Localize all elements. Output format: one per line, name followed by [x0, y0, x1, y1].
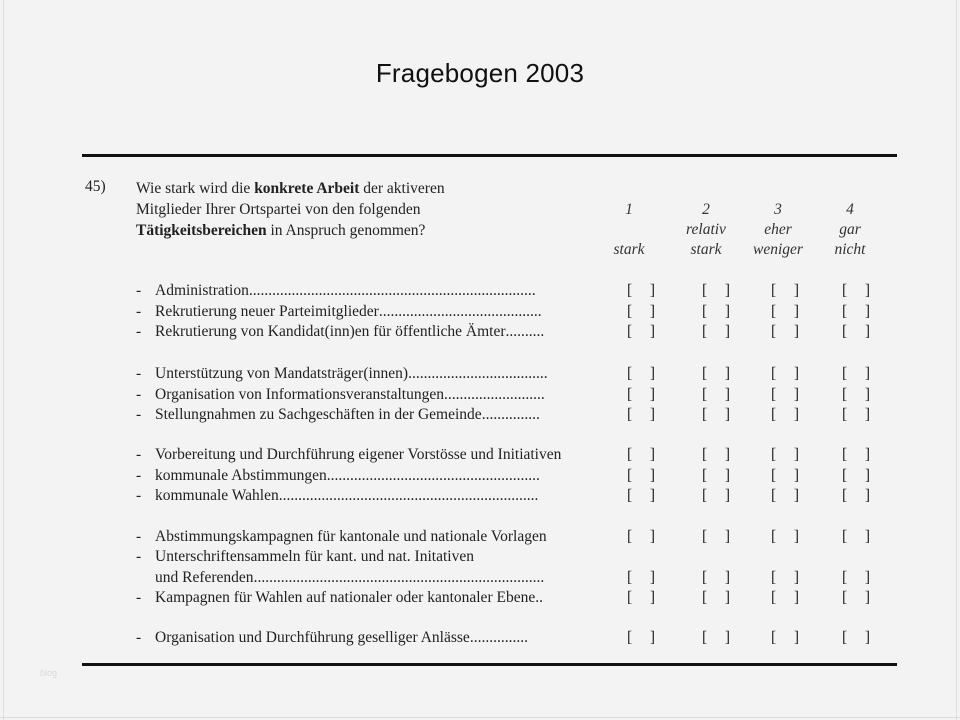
checkbox-option-1[interactable]	[627, 322, 655, 342]
bullet-dash: -	[136, 548, 142, 565]
page-frame-left	[3, 0, 4, 720]
checkbox-option-1[interactable]	[627, 486, 655, 506]
bracket-open: [	[702, 467, 708, 484]
bracket-close: ]	[864, 446, 870, 463]
bullet-dash: -	[136, 386, 142, 403]
bracket-open: [	[771, 467, 777, 484]
checkbox-option-3[interactable]	[771, 322, 799, 342]
bracket-open: [	[771, 282, 777, 299]
item-dots: ..........................................	[378, 303, 542, 320]
checkbox-option-1[interactable]	[627, 628, 655, 648]
bracket-close: ]	[793, 323, 799, 340]
bracket-close: ]	[724, 406, 730, 423]
bracket-open: [	[627, 487, 633, 504]
checkbox-option-2[interactable]	[702, 405, 730, 425]
bracket-open: [	[702, 589, 708, 606]
bracket-open: [	[627, 446, 633, 463]
bullet-dash: -	[136, 467, 142, 484]
item-label: Rekrutierung neuer Parteimitglieder	[155, 303, 379, 320]
page-frame-bottom	[0, 717, 960, 718]
checkbox-option-4[interactable]	[842, 588, 870, 608]
question-line2: Mitglieder Ihrer Ortspartei von den folgenden	[136, 201, 421, 218]
bracket-close: ]	[649, 528, 655, 545]
bracket-open: [	[627, 569, 633, 586]
checkbox-option-3[interactable]	[771, 385, 799, 405]
bracket-close: ]	[793, 365, 799, 382]
bracket-close: ]	[649, 569, 655, 586]
bracket-close: ]	[793, 303, 799, 320]
bullet-dash: -	[136, 323, 142, 340]
bracket-open: [	[627, 365, 633, 382]
bracket-open: [	[842, 406, 848, 423]
item-label: Stellungnahmen zu Sachgeschäften in der Gemeinde	[155, 406, 482, 423]
list-item	[136, 547, 474, 567]
bracket-close: ]	[724, 365, 730, 382]
bracket-open: [	[702, 487, 708, 504]
bracket-close: ]	[864, 528, 870, 545]
bracket-close: ]	[724, 303, 730, 320]
bracket-close: ]	[864, 629, 870, 646]
item-dots: ..........	[505, 323, 545, 340]
bracket-close: ]	[724, 487, 730, 504]
bracket-close: ]	[864, 365, 870, 382]
checkbox-option-1[interactable]	[627, 466, 655, 486]
list-item	[136, 281, 536, 301]
list-item	[136, 302, 542, 322]
list-item-continuation	[155, 568, 544, 588]
bracket-open: [	[627, 629, 633, 646]
bracket-open: [	[842, 487, 848, 504]
scale-header-4: 4 gar nicht	[834, 201, 866, 258]
bracket-open: [	[702, 282, 708, 299]
scale-header-2: 2 relativ stark	[686, 201, 726, 258]
bracket-open: [	[702, 629, 708, 646]
checkbox-option-2[interactable]	[702, 466, 730, 486]
checkbox-option-3[interactable]	[771, 364, 799, 384]
bracket-open: [	[627, 589, 633, 606]
checkbox-option-4[interactable]	[842, 322, 870, 342]
bracket-open: [	[771, 406, 777, 423]
scale-header-3: 3 eher weniger	[753, 201, 803, 258]
checkbox-option-4[interactable]	[842, 281, 870, 301]
bracket-close: ]	[793, 629, 799, 646]
checkbox-option-1[interactable]	[627, 281, 655, 301]
bracket-close: ]	[864, 467, 870, 484]
bracket-open: [	[627, 467, 633, 484]
checkbox-option-2[interactable]	[702, 281, 730, 301]
question-number: 45)	[85, 178, 106, 195]
bracket-open: [	[842, 569, 848, 586]
bracket-close: ]	[649, 589, 655, 606]
bracket-close: ]	[793, 528, 799, 545]
bracket-open: [	[627, 386, 633, 403]
item-dots: ..........................................................................	[248, 282, 536, 299]
bracket-close: ]	[649, 323, 655, 340]
bracket-open: [	[627, 406, 633, 423]
checkbox-option-3[interactable]	[771, 405, 799, 425]
bracket-close: ]	[864, 589, 870, 606]
bullet-dash: -	[136, 406, 142, 423]
bracket-open: [	[702, 446, 708, 463]
checkbox-option-2[interactable]	[702, 364, 730, 384]
bracket-close: ]	[649, 446, 655, 463]
bracket-close: ]	[724, 528, 730, 545]
checkbox-option-2[interactable]	[702, 568, 730, 588]
bracket-close: ]	[793, 406, 799, 423]
item-dots: .......................................................	[326, 467, 540, 484]
bracket-close: ]	[724, 629, 730, 646]
checkbox-option-2[interactable]	[702, 628, 730, 648]
checkbox-option-4[interactable]	[842, 405, 870, 425]
bracket-open: [	[771, 303, 777, 320]
bracket-close: ]	[864, 487, 870, 504]
bracket-open: [	[702, 386, 708, 403]
checkbox-option-4[interactable]	[842, 628, 870, 648]
item-label: Rekrutierung von Kandidat(inn)en für öffentliche Ämter	[155, 323, 506, 340]
checkbox-option-3[interactable]	[771, 628, 799, 648]
question-line1-post: der aktiveren	[359, 180, 445, 197]
bracket-open: [	[842, 629, 848, 646]
bracket-open: [	[842, 323, 848, 340]
checkbox-option-2[interactable]	[702, 322, 730, 342]
bracket-open: [	[771, 323, 777, 340]
bracket-close: ]	[724, 282, 730, 299]
list-item	[136, 322, 544, 342]
question-line1-bold: konkrete Arbeit	[254, 180, 360, 197]
bracket-close: ]	[724, 467, 730, 484]
bracket-open: [	[702, 569, 708, 586]
bracket-close: ]	[793, 487, 799, 504]
page-title: Fragebogen 2003	[375, 58, 585, 88]
list-item	[136, 527, 547, 547]
item-label: Unterstützung von Mandatsträger(innen)	[155, 365, 409, 382]
bracket-open: [	[771, 629, 777, 646]
checkbox-option-1[interactable]	[627, 588, 655, 608]
list-item	[136, 466, 540, 486]
list-item	[136, 405, 540, 425]
item-label: Kampagnen für Wahlen auf nationaler oder kantonaler Ebene	[155, 589, 536, 606]
item-label: kommunale Wahlen	[155, 487, 279, 504]
bracket-close: ]	[864, 323, 870, 340]
bracket-close: ]	[649, 629, 655, 646]
bracket-close: ]	[724, 569, 730, 586]
bracket-close: ]	[793, 282, 799, 299]
checkbox-option-3[interactable]	[771, 527, 799, 547]
top-divider	[82, 154, 897, 157]
bracket-open: [	[702, 323, 708, 340]
checkbox-option-1[interactable]	[627, 568, 655, 588]
item-dots: ..	[535, 589, 543, 606]
bracket-open: [	[771, 487, 777, 504]
checkbox-option-3[interactable]	[771, 588, 799, 608]
question-line1-pre: Wie stark wird die	[136, 180, 255, 197]
checkbox-option-4[interactable]	[842, 364, 870, 384]
bullet-dash: -	[136, 365, 142, 382]
item-label: kommunale Abstimmungen	[155, 467, 327, 484]
bracket-close: ]	[864, 282, 870, 299]
checkbox-option-3[interactable]	[771, 486, 799, 506]
bullet-dash: -	[136, 528, 142, 545]
checkbox-option-2[interactable]	[702, 385, 730, 405]
checkbox-option-2[interactable]	[702, 445, 730, 465]
item-dots: ...................................................................	[278, 487, 539, 504]
bracket-close: ]	[793, 446, 799, 463]
list-item	[136, 628, 528, 648]
bracket-open: [	[702, 303, 708, 320]
item-dots: ....................................	[408, 365, 548, 382]
bracket-open: [	[771, 446, 777, 463]
checkbox-option-2[interactable]	[702, 527, 730, 547]
bracket-open: [	[627, 323, 633, 340]
list-item	[136, 364, 548, 384]
bracket-open: [	[771, 365, 777, 382]
page-frame-right	[956, 0, 957, 720]
checkbox-option-4[interactable]	[842, 466, 870, 486]
checkbox-option-1[interactable]	[627, 405, 655, 425]
item-label: Vorbereitung und Durchführung eigener Vorstösse und Initiativen	[155, 446, 562, 463]
checkbox-option-3[interactable]	[771, 466, 799, 486]
bullet-dash: -	[136, 303, 142, 320]
bracket-close: ]	[649, 487, 655, 504]
bullet-dash: -	[136, 589, 142, 606]
item-label: Unterschriftensammeln für kant. und nat. Initativen	[155, 548, 474, 565]
item-label: Organisation und Durchführung geselliger Anlässe	[155, 629, 470, 646]
checkbox-option-1[interactable]	[627, 364, 655, 384]
bottom-divider	[82, 663, 897, 666]
bracket-open: [	[842, 282, 848, 299]
question-line3-bold: Tätigkeitsbereichen	[136, 222, 267, 239]
item-dots: ...........................................................................	[253, 569, 545, 586]
bracket-close: ]	[649, 386, 655, 403]
checkbox-option-2[interactable]	[702, 486, 730, 506]
bracket-open: [	[842, 303, 848, 320]
bracket-close: ]	[793, 467, 799, 484]
item-label: und Referenden	[155, 569, 254, 586]
item-label: Organisation von Informationsveranstaltungen	[155, 386, 444, 403]
checkbox-option-4[interactable]	[842, 527, 870, 547]
bracket-open: [	[627, 303, 633, 320]
bracket-close: ]	[724, 589, 730, 606]
checkbox-option-1[interactable]	[627, 385, 655, 405]
checkbox-option-4[interactable]	[842, 486, 870, 506]
bracket-close: ]	[649, 303, 655, 320]
bracket-close: ]	[649, 467, 655, 484]
bullet-dash: -	[136, 629, 142, 646]
scale-header-1: 1 stark	[613, 201, 645, 258]
bullet-dash: -	[136, 487, 142, 504]
bracket-open: [	[842, 365, 848, 382]
bracket-open: [	[842, 467, 848, 484]
checkbox-option-2[interactable]	[702, 588, 730, 608]
bracket-close: ]	[649, 282, 655, 299]
list-item	[136, 445, 561, 465]
bracket-close: ]	[724, 446, 730, 463]
bracket-open: [	[842, 528, 848, 545]
question-text	[136, 178, 445, 241]
list-item	[136, 486, 538, 506]
bracket-open: [	[702, 528, 708, 545]
checkbox-option-1[interactable]	[627, 527, 655, 547]
bracket-close: ]	[793, 589, 799, 606]
checkbox-option-1[interactable]	[627, 445, 655, 465]
bullet-dash: -	[136, 446, 142, 463]
bracket-close: ]	[793, 569, 799, 586]
list-item	[136, 588, 543, 608]
watermark: blog	[40, 668, 58, 678]
bracket-close: ]	[864, 303, 870, 320]
checkbox-option-4[interactable]	[842, 302, 870, 322]
checkbox-option-3[interactable]	[771, 445, 799, 465]
question-line3-post: in Anspruch genommen?	[266, 222, 426, 239]
checkbox-option-3[interactable]	[771, 302, 799, 322]
checkbox-option-4[interactable]	[842, 385, 870, 405]
bracket-close: ]	[864, 386, 870, 403]
bracket-open: [	[627, 528, 633, 545]
bracket-close: ]	[793, 386, 799, 403]
bracket-open: [	[627, 282, 633, 299]
bracket-close: ]	[864, 569, 870, 586]
bracket-close: ]	[864, 406, 870, 423]
bracket-open: [	[771, 386, 777, 403]
checkbox-option-3[interactable]	[771, 568, 799, 588]
bracket-open: [	[771, 589, 777, 606]
checkbox-option-4[interactable]	[842, 445, 870, 465]
bracket-close: ]	[724, 323, 730, 340]
checkbox-option-3[interactable]	[771, 281, 799, 301]
bracket-open: [	[702, 365, 708, 382]
bracket-open: [	[771, 528, 777, 545]
checkbox-option-2[interactable]	[702, 302, 730, 322]
bracket-open: [	[842, 446, 848, 463]
item-label: Abstimmungskampagnen für kantonale und nationale Vorlagen	[155, 528, 547, 545]
bracket-open: [	[702, 406, 708, 423]
checkbox-option-4[interactable]	[842, 568, 870, 588]
item-dots: ...............	[481, 406, 540, 423]
checkbox-option-1[interactable]	[627, 302, 655, 322]
bracket-open: [	[771, 569, 777, 586]
item-dots: ...............	[469, 629, 528, 646]
item-dots: ..........................	[443, 386, 545, 403]
bracket-close: ]	[724, 386, 730, 403]
bullet-dash: -	[136, 282, 142, 299]
bracket-close: ]	[649, 365, 655, 382]
bracket-open: [	[842, 589, 848, 606]
item-label: Administration	[155, 282, 249, 299]
bracket-open: [	[842, 386, 848, 403]
list-item	[136, 385, 545, 405]
bracket-close: ]	[649, 406, 655, 423]
